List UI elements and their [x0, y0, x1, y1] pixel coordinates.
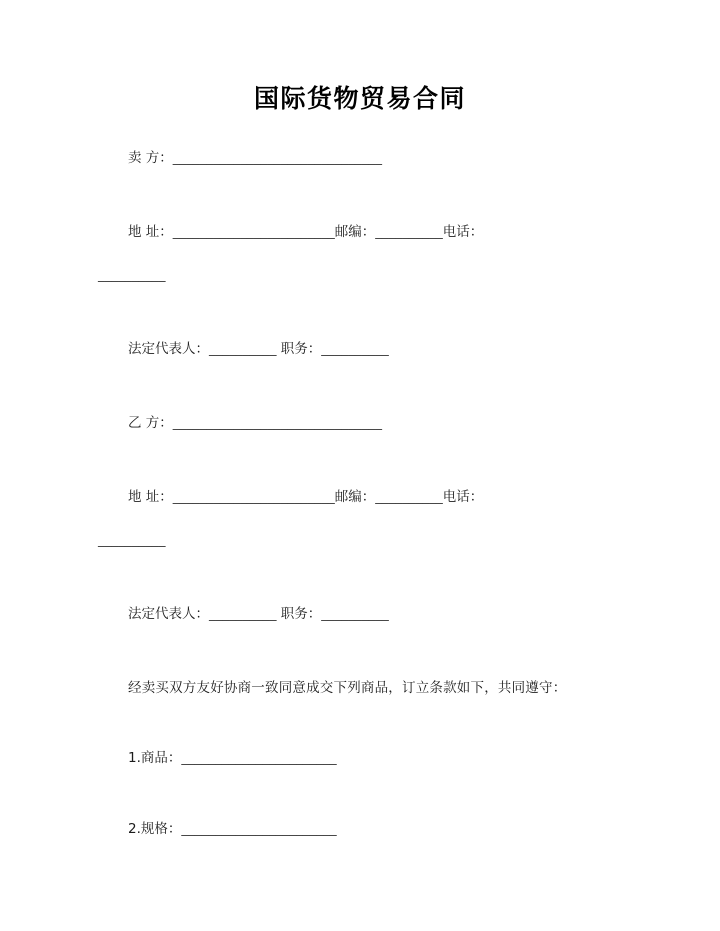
buyer-address-label: 地 址： [128, 489, 173, 506]
seller-legal-rep-label: 法定代表人： [128, 340, 209, 357]
buyer-legal-rep-field[interactable]: __________ [209, 605, 277, 622]
seller-postcode-label: 邮编： [334, 224, 376, 241]
seller-phone-label: 电话： [442, 224, 484, 241]
clause-number: 1. [128, 750, 141, 767]
seller-address-line [98, 222, 638, 242]
clause-item [98, 748, 638, 768]
clause-item [98, 819, 638, 839]
seller-phone-field[interactable]: __________ [98, 266, 166, 283]
buyer-postcode-label: 邮编： [334, 489, 376, 506]
contract-body [98, 148, 638, 839]
seller-position-label: 职务： [280, 340, 322, 357]
spacer [98, 769, 638, 819]
spacer [98, 508, 638, 530]
buyer-phone-field[interactable]: __________ [98, 531, 166, 548]
seller-address-field[interactable]: ________________________ [172, 224, 335, 241]
buyer-party-field[interactable]: _______________________________ [172, 415, 383, 431]
spacer [98, 698, 638, 748]
page-title: 国际货物贸易合同 [253, 84, 466, 113]
spacer [98, 285, 638, 339]
clause-field[interactable]: _______________________ [181, 750, 337, 767]
buyer-party-line [98, 413, 638, 433]
spacer [98, 243, 638, 265]
clause-number: 2. [128, 820, 141, 837]
seller-postcode-field[interactable]: __________ [375, 224, 443, 241]
seller-party-label: 卖 方： [128, 150, 173, 166]
buyer-address-line [98, 487, 638, 507]
clause-label: 规格： [140, 820, 182, 837]
buyer-position-field[interactable]: __________ [321, 605, 389, 622]
buyer-postcode-field[interactable]: __________ [375, 489, 443, 506]
spacer [98, 624, 638, 678]
seller-position-field[interactable]: __________ [321, 340, 389, 357]
clause-label: 商品： [140, 750, 182, 767]
buyer-position-label: 职务： [280, 605, 322, 622]
seller-legal-rep-line [98, 339, 638, 359]
spacer [98, 168, 638, 222]
seller-address-label: 地 址： [128, 224, 173, 241]
buyer-legal-rep-label: 法定代表人： [128, 605, 209, 622]
preamble-paragraph: 经卖买双方友好协商一致同意成交下列商品，订立条款如下，共同遵守： [128, 680, 567, 696]
buyer-address-field[interactable]: ________________________ [172, 489, 335, 506]
seller-party-field[interactable]: _______________________________ [172, 150, 383, 166]
buyer-phone-label: 电话： [442, 489, 484, 506]
seller-legal-rep-field[interactable]: __________ [209, 340, 277, 357]
buyer-legal-rep-line [98, 604, 638, 624]
buyer-party-label: 乙 方： [128, 415, 173, 431]
clause-field[interactable]: _______________________ [181, 820, 337, 837]
spacer [98, 433, 638, 487]
spacer [98, 359, 638, 413]
seller-party-line [98, 148, 638, 168]
spacer [98, 550, 638, 604]
